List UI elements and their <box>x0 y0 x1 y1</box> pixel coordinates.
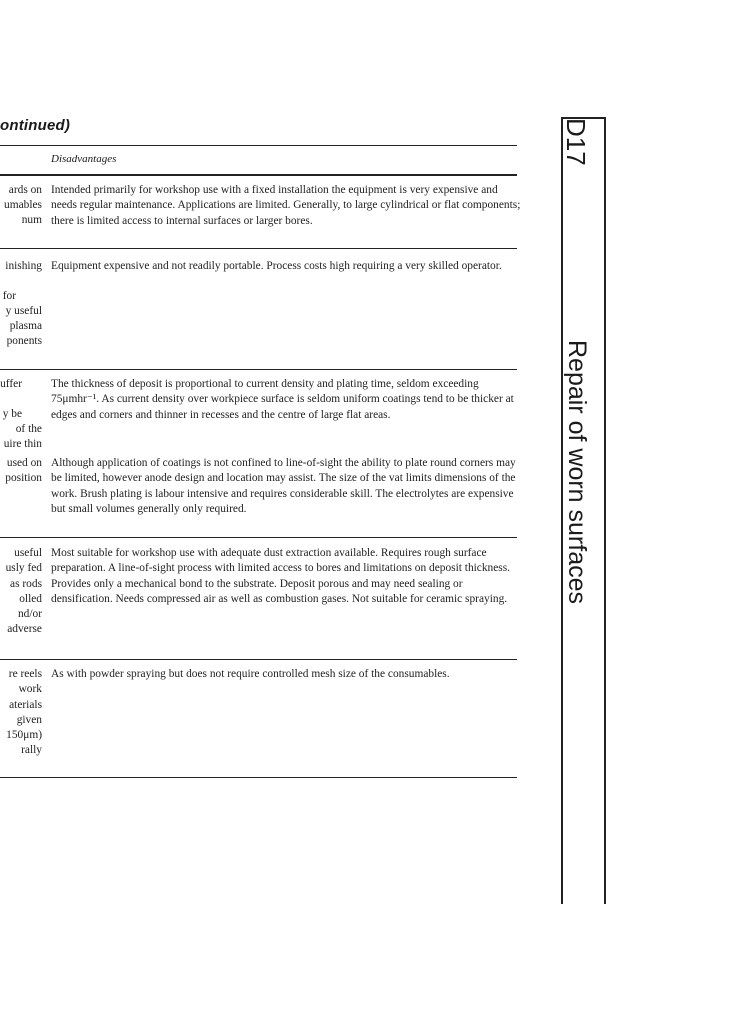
row-rule <box>0 659 517 660</box>
row-rule <box>0 248 517 249</box>
section-heading: ontinued) <box>0 117 71 134</box>
table-top-rule <box>0 145 517 146</box>
left-cell-line: position <box>5 472 42 484</box>
header-rule <box>0 174 517 176</box>
left-cell-line: uffer <box>0 378 22 390</box>
disadvantages-cell: Most suitable for workshop use with adequate dust extraction available. Requires rough surface preparation. A line-of-sight process with limited access to bores and limitations on deposit thickness. Provides only a mechanical bond to the substrate. Deposit porous and may need sealing or densification. Needs compressed air as well as combustion gases. Not suitable for ceramic spraying. <box>51 547 511 605</box>
disadvantages-cell: Intended primarily for workshop use with a fixed installation the equipment is very expensive and needs regular maintenance. Applications are limited. Generally, to large cylindrical or flat components; there is limited access to internal surfaces or larger bores. <box>51 184 521 227</box>
left-cell-line: ards on <box>8 184 42 196</box>
disadvantages-cell: The thickness of deposit is proportional to current density and plating time, seldom exceeding 75μmhr⁻¹. As current density over workpiece surface is seldom uniform coatings tend to be thicker at edges and corners and thinner in recesses and the centre of large flat areas. <box>51 378 514 421</box>
sidebar-inner-rule <box>604 117 606 904</box>
row-rule <box>0 369 517 370</box>
column-header-disadvantages: Disadvantages <box>51 153 117 165</box>
left-cell-line: umables <box>4 199 42 211</box>
left-cell-lines: re reels work aterials given 150μm) rally <box>6 668 42 757</box>
section-code: D17 <box>561 118 591 166</box>
table-bottom-rule <box>0 777 517 778</box>
row-rule <box>0 537 517 538</box>
disadvantages-cell: Equipment expensive and not readily portable. Process costs high requiring a very skilled operator. <box>51 260 502 272</box>
left-cell-line: of the <box>15 423 42 435</box>
chapter-title: Repair of worn surfaces <box>563 340 591 605</box>
left-cell-line: num <box>21 214 42 226</box>
left-cell-line: y be <box>2 408 22 420</box>
left-cell-line: inishing <box>5 260 42 272</box>
disadvantages-cell: As with powder spraying but does not require controlled mesh size of the consumables. <box>51 668 450 680</box>
left-cell-line: for <box>2 290 16 302</box>
disadvantages-cell-continued: Although application of coatings is not confined to line-of-sight the ability to plate round corners may be limited, however anode design and location may assist. The size of the vat limits dimensions of the work. Brush plating is labour intensive and requires considerable skill. The electrolytes are expensive but small volumes generally only required. <box>51 457 516 515</box>
left-cell-line: y useful <box>5 305 42 317</box>
left-cell-line: uire thin <box>3 438 42 450</box>
left-cell-lines: useful usly fed as rods olled nd/or adverse <box>5 547 42 636</box>
left-cell-line: plasma <box>9 320 42 332</box>
left-cell-line: ponents <box>6 335 42 347</box>
left-cell-line: used on <box>6 457 42 469</box>
